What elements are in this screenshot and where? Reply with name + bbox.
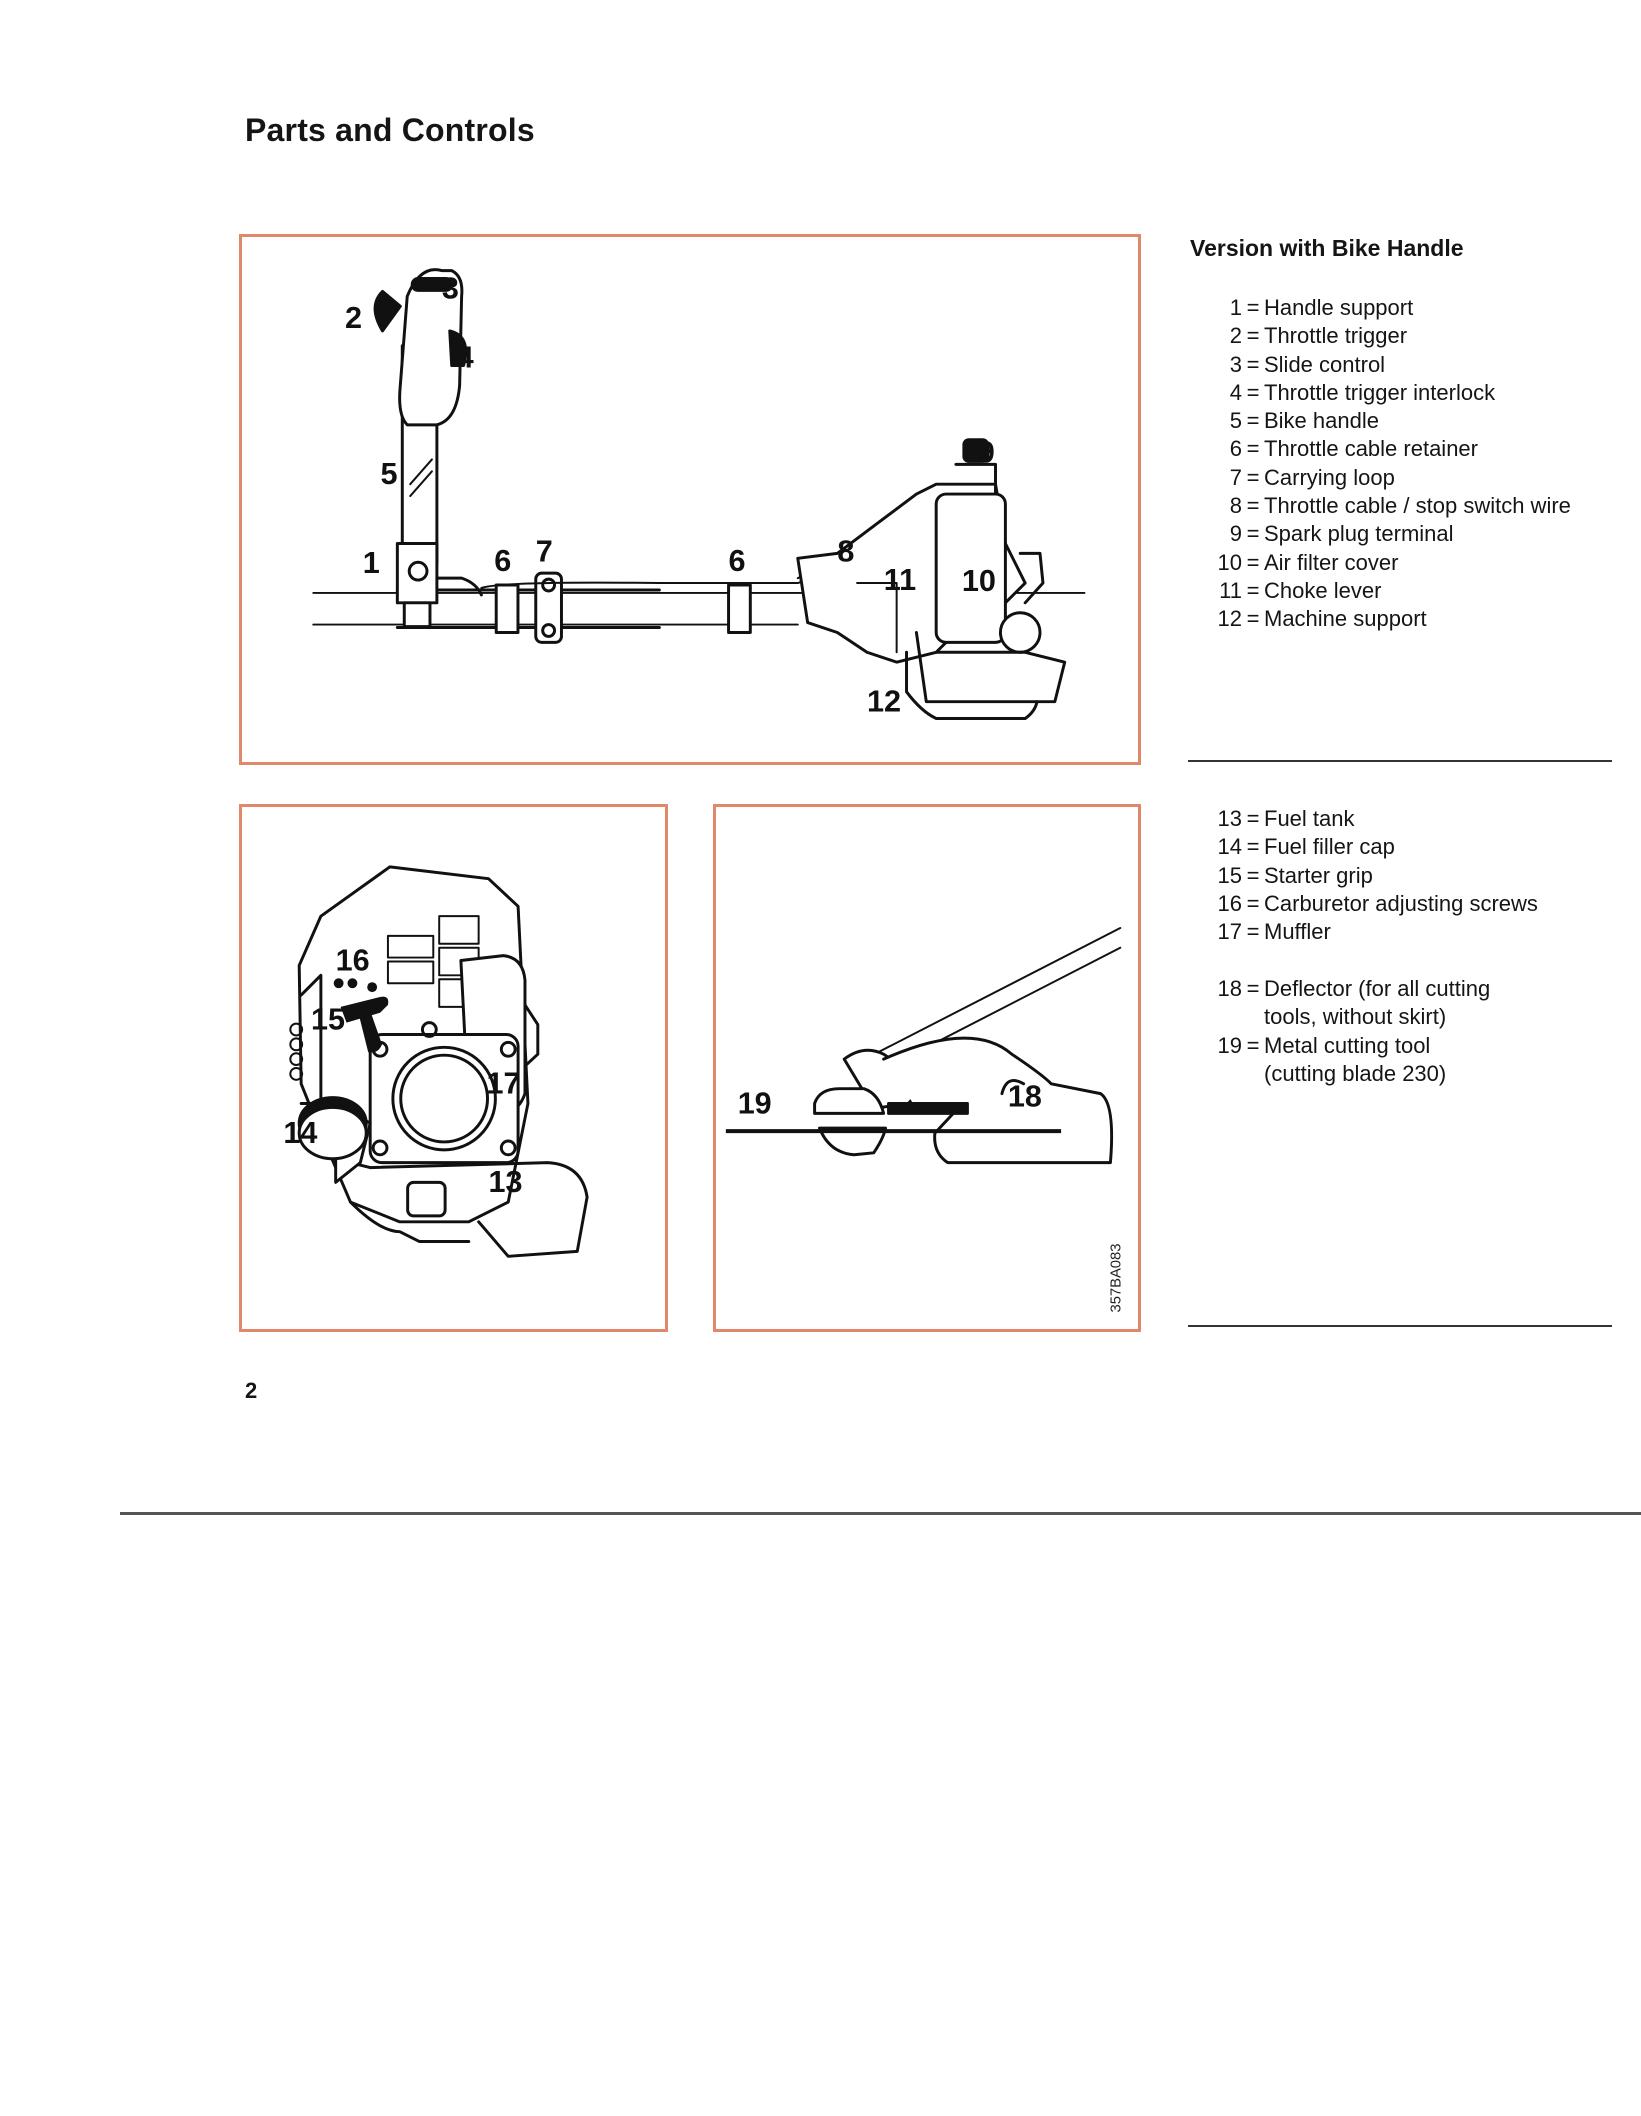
legend-item	[1190, 1032, 1610, 1060]
legend-item	[1190, 833, 1610, 861]
legend-item	[1190, 351, 1610, 379]
legend-equals: =	[1246, 919, 1260, 945]
callout-6b: 6	[728, 544, 746, 579]
legend-item	[1190, 577, 1610, 605]
legend-item	[1190, 294, 1610, 322]
legend-equals: =	[1246, 295, 1260, 320]
legend-item	[1190, 862, 1610, 890]
legend-number: 9	[1229, 521, 1242, 547]
legend-indent	[1242, 1060, 1264, 1088]
legend-text: Fuel tank	[1264, 806, 1355, 831]
legend-text: Muffler	[1264, 919, 1331, 945]
legend-text-continued: tools, without skirt)	[1264, 1004, 1447, 1030]
legend-indent	[1242, 1003, 1264, 1031]
legend-item	[1190, 379, 1610, 407]
callout-19: 19	[737, 1086, 772, 1121]
figure-engine	[239, 804, 668, 1332]
callout-9: 9	[977, 435, 995, 470]
page-number: 2	[245, 1378, 258, 1403]
cutting-head-illustration	[716, 807, 1138, 1329]
legend-item	[1190, 805, 1610, 833]
legend-text: Metal cutting tool	[1264, 1032, 1431, 1058]
legend-text: Deflector (for all cutting	[1264, 976, 1491, 1001]
legend-number: 2	[1229, 323, 1242, 349]
legend-number: 15	[1217, 862, 1242, 888]
legend-text: Throttle cable retainer	[1264, 436, 1478, 462]
legend-item	[1190, 549, 1610, 577]
callout-10: 10	[961, 563, 996, 598]
legend-item-continuation	[1190, 1003, 1610, 1031]
legend-number: 13	[1217, 806, 1242, 831]
page-title: Parts and Controls	[245, 112, 535, 148]
legend-item	[1190, 520, 1610, 548]
legend-number: 4	[1229, 379, 1242, 405]
page-edge-line	[120, 1512, 1641, 1515]
legend-equals: =	[1246, 351, 1260, 377]
legend-item	[1190, 322, 1610, 350]
legend-equals: =	[1246, 493, 1260, 519]
callout-11: 11	[883, 562, 917, 597]
legend-number: 19	[1217, 1032, 1242, 1058]
callout-8: 8	[837, 534, 855, 569]
callout-7: 7	[535, 534, 553, 569]
callout-17: 17	[486, 1066, 521, 1101]
legend-text-continued: (cutting blade 230)	[1264, 1060, 1447, 1086]
legend-text: Carburetor adjusting screws	[1264, 890, 1538, 916]
legend-equals: =	[1246, 521, 1260, 547]
legend-number: 1	[1229, 295, 1242, 320]
legend-equals: =	[1246, 323, 1260, 349]
legend-equals: =	[1246, 408, 1260, 434]
legend-text: Throttle trigger	[1264, 323, 1408, 349]
legend-number: 16	[1217, 890, 1242, 916]
legend-text: Carrying loop	[1264, 464, 1395, 490]
legend-equals: =	[1246, 549, 1260, 575]
legend-heading: Version with Bike Handle	[1190, 235, 1464, 261]
callout-12: 12	[866, 684, 902, 719]
legend-number: 7	[1229, 464, 1242, 490]
callout-3: 3	[441, 271, 459, 306]
callout-2: 2	[344, 300, 362, 335]
legend-equals: =	[1246, 862, 1260, 888]
figure-code: 357BA083	[1108, 1243, 1125, 1313]
legend-equals: =	[1246, 976, 1260, 1001]
legend-number: 10	[1217, 549, 1242, 575]
legend-item	[1190, 975, 1610, 1003]
legend-text: Bike handle	[1264, 408, 1379, 434]
legend-group-b	[1190, 805, 1610, 946]
callout-4: 4	[456, 340, 474, 375]
callout-1: 1	[362, 546, 380, 581]
legend-equals: =	[1246, 1032, 1260, 1058]
legend-equals: =	[1246, 806, 1260, 831]
legend-number: 18	[1217, 976, 1242, 1001]
legend-equals: =	[1246, 379, 1260, 405]
legend-number: 8	[1229, 493, 1242, 519]
legend-number: 6	[1229, 436, 1242, 462]
legend-text: Slide control	[1264, 351, 1386, 377]
legend-number: 3	[1229, 351, 1242, 377]
callout-5: 5	[380, 457, 398, 492]
legend-text: Spark plug terminal	[1264, 521, 1454, 547]
legend-number: 14	[1217, 834, 1242, 860]
legend-group-c	[1190, 975, 1610, 1088]
callout-6a: 6	[494, 544, 512, 579]
callout-15: 15	[311, 1002, 346, 1037]
legend-number: 12	[1217, 606, 1242, 632]
legend-item	[1190, 407, 1610, 435]
callout-13: 13	[488, 1165, 523, 1200]
legend-equals: =	[1246, 834, 1260, 860]
callout-16: 16	[335, 943, 370, 978]
legend-item-continuation	[1190, 1060, 1610, 1088]
legend-equals: =	[1246, 464, 1260, 490]
legend-equals: =	[1246, 606, 1260, 632]
figure-overview	[239, 234, 1141, 765]
legend-text: Starter grip	[1264, 862, 1373, 888]
legend-equals: =	[1246, 890, 1260, 916]
legend-text: Fuel filler cap	[1264, 834, 1395, 860]
legend-equals: =	[1246, 436, 1260, 462]
legend-text: Throttle cable / stop switch wire	[1264, 493, 1571, 519]
legend-item	[1190, 435, 1610, 463]
divider-rule	[1188, 1325, 1612, 1327]
legend-text: Machine support	[1264, 606, 1427, 632]
legend-equals: =	[1246, 577, 1260, 603]
overview-illustration	[242, 237, 1138, 762]
legend-text: Handle support	[1264, 295, 1414, 320]
engine-illustration	[242, 807, 665, 1329]
legend-item	[1190, 918, 1610, 946]
legend-text: Choke lever	[1264, 577, 1382, 603]
legend-number: 5	[1229, 408, 1242, 434]
legend-item	[1190, 492, 1610, 520]
legend-text: Throttle trigger interlock	[1264, 379, 1496, 405]
legend-item	[1190, 890, 1610, 918]
legend-item	[1190, 605, 1610, 633]
legend-item	[1190, 464, 1610, 492]
legend-group-a	[1190, 294, 1610, 634]
divider-rule	[1188, 760, 1612, 762]
callout-14: 14	[283, 1115, 318, 1150]
legend-number: 11	[1219, 577, 1242, 603]
legend-number: 17	[1217, 919, 1242, 945]
callout-18: 18	[1007, 1079, 1042, 1114]
legend-indent	[1190, 1060, 1242, 1088]
legend-indent	[1190, 1003, 1242, 1031]
figure-cutting-head	[713, 804, 1141, 1332]
legend-text: Air filter cover	[1264, 549, 1399, 575]
